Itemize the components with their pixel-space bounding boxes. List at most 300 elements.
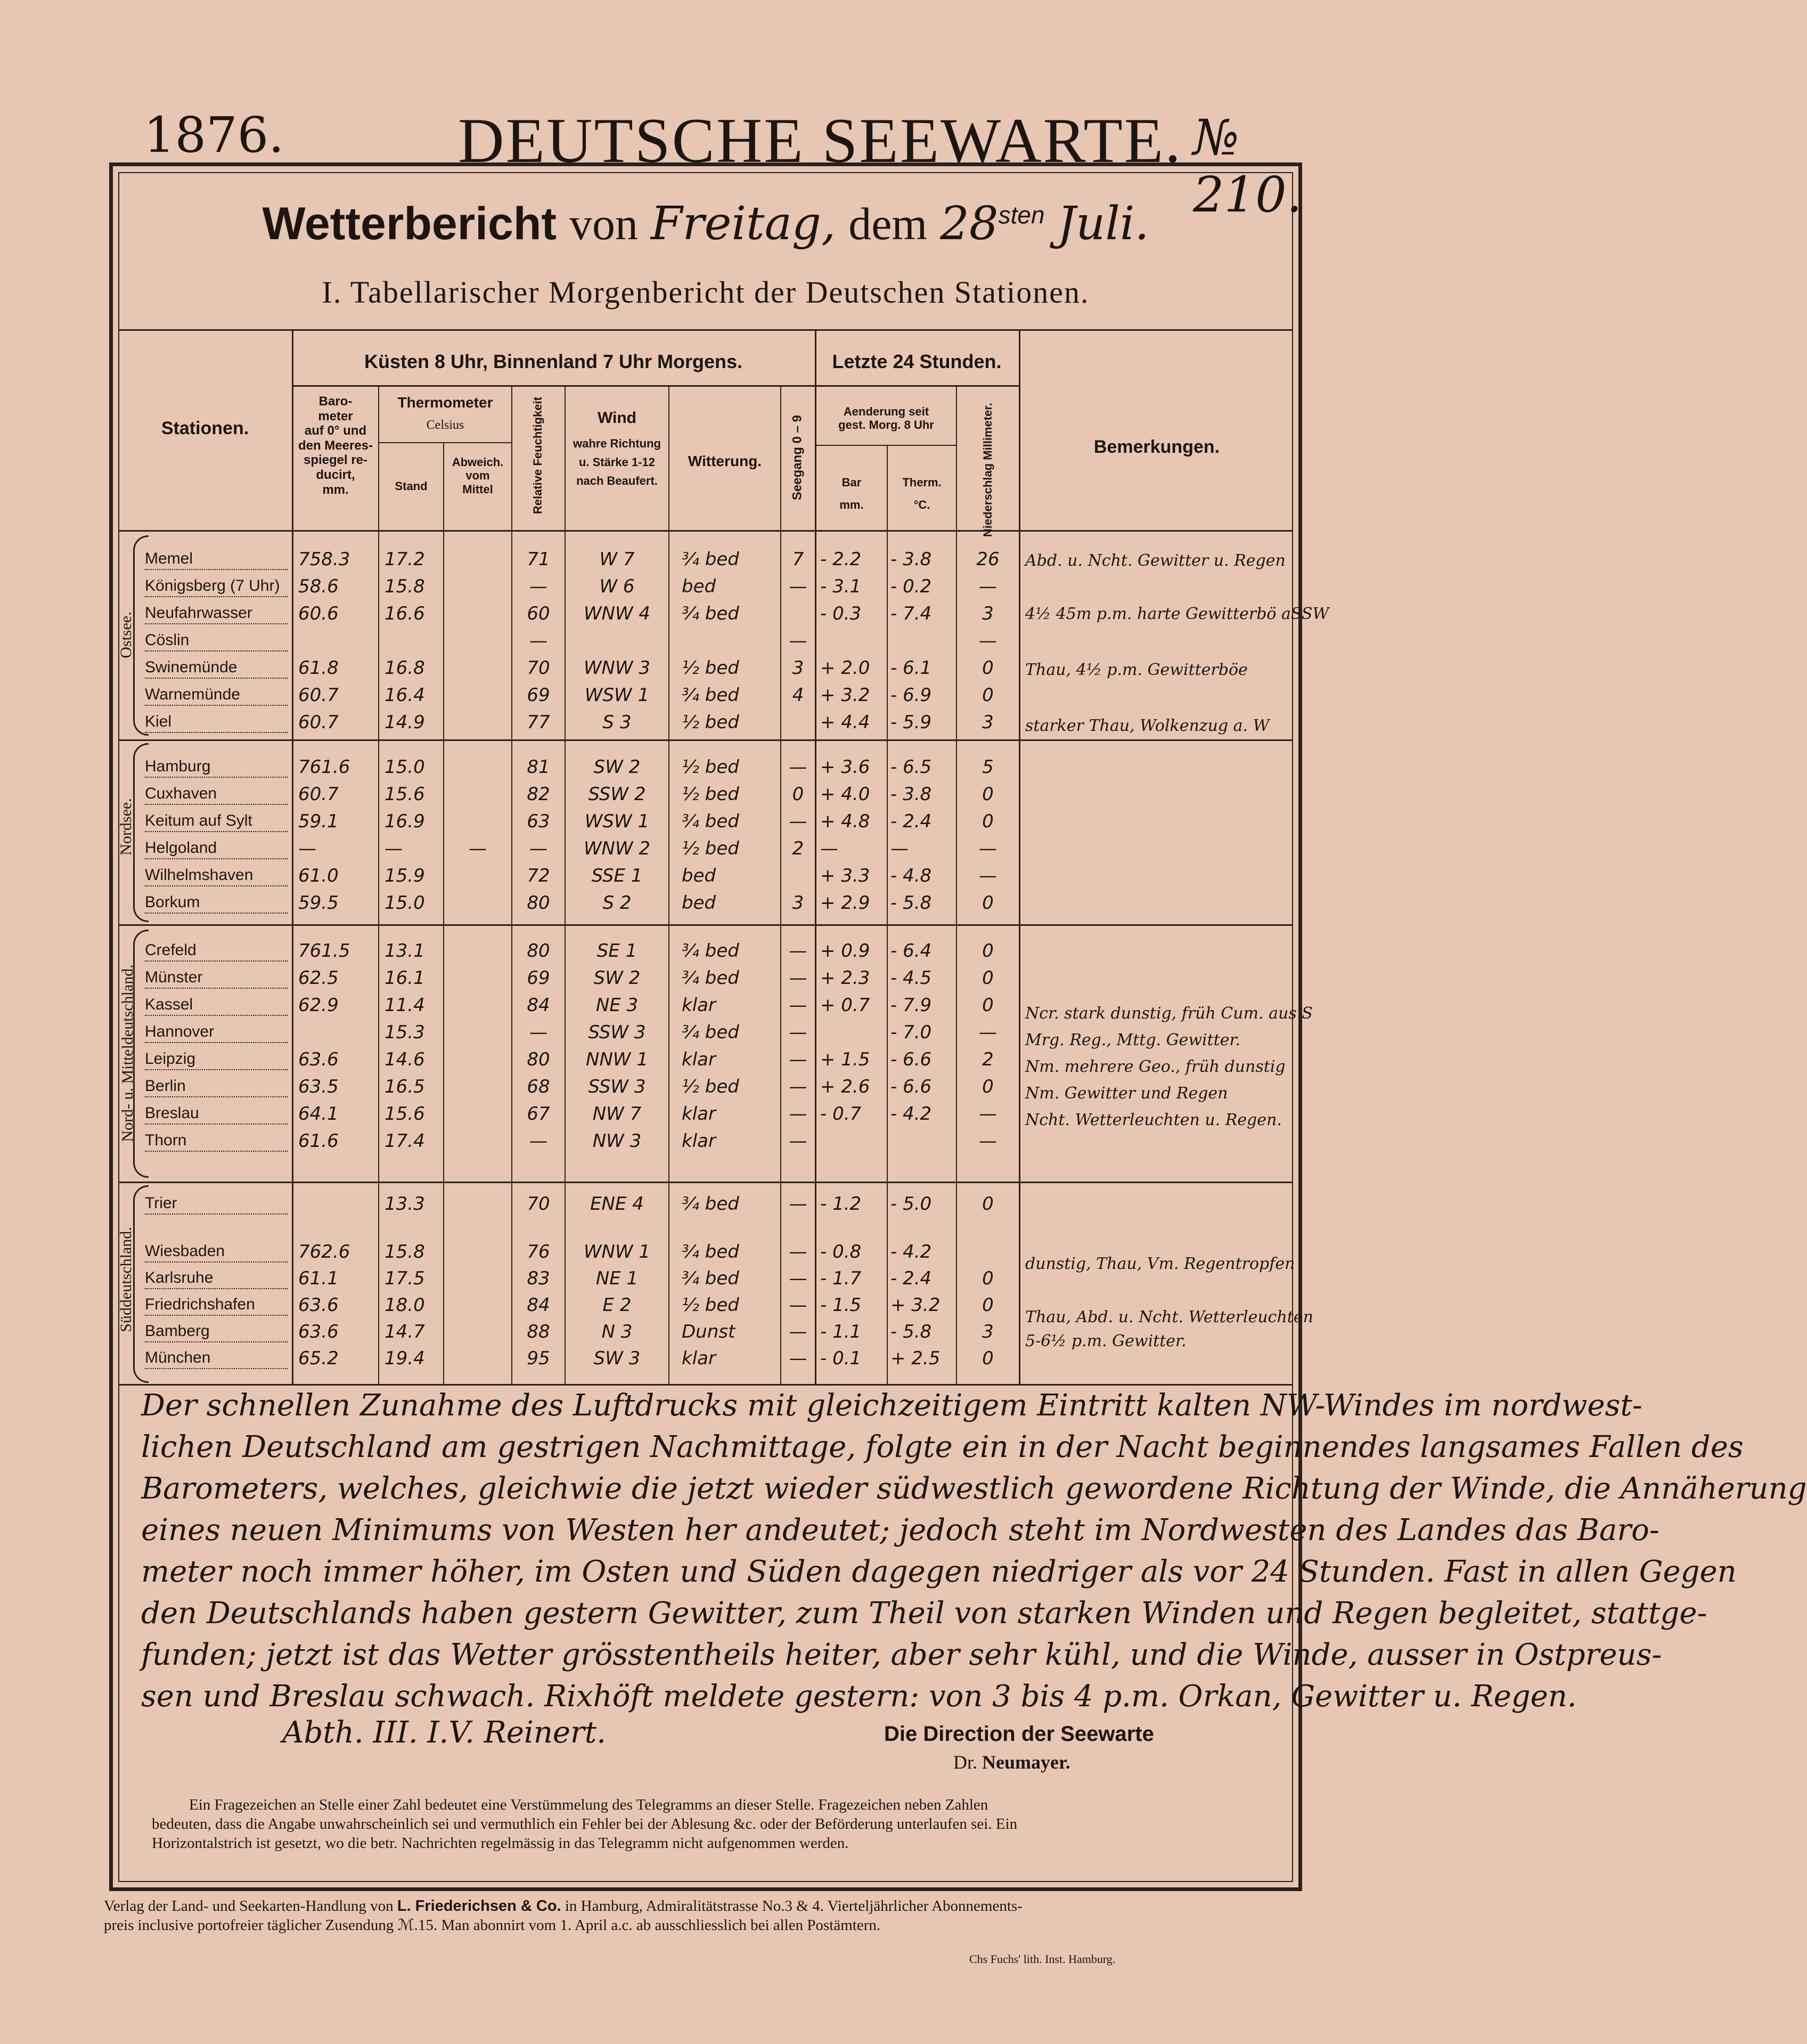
cell-baro: 60.6 bbox=[298, 603, 339, 624]
cell-see: 3 bbox=[792, 657, 804, 679]
cell-nied: 3 bbox=[982, 1321, 994, 1342]
header-thermometer: Thermometer bbox=[397, 394, 493, 411]
cell-witt: ¾ bed bbox=[682, 1193, 739, 1215]
cell-dbar: + 3.2 bbox=[820, 685, 870, 706]
cell-witt: bed bbox=[682, 576, 716, 597]
cell-witt: ½ bed bbox=[682, 657, 739, 679]
cell-feucht: — bbox=[529, 576, 547, 597]
station-name: Helgoland bbox=[145, 839, 217, 857]
cell-wind: WNW 2 bbox=[583, 838, 651, 859]
cell-feucht: 72 bbox=[527, 865, 550, 886]
station-name: Trier bbox=[145, 1194, 177, 1212]
cell-nied: 0 bbox=[982, 995, 994, 1016]
station-leader-dots bbox=[145, 1015, 288, 1016]
cell-witt: ¾ bed bbox=[682, 603, 739, 624]
cell-wind: NW 7 bbox=[592, 1103, 642, 1125]
cell-wind: WSW 1 bbox=[584, 811, 650, 832]
cell-witt: Dunst bbox=[682, 1321, 735, 1342]
cell-see: — bbox=[789, 576, 807, 597]
cell-wind: NW 3 bbox=[592, 1130, 642, 1152]
cell-feucht: 60 bbox=[527, 603, 550, 624]
page-year: 1876. bbox=[144, 107, 284, 164]
cell-witt: ¾ bed bbox=[682, 940, 739, 962]
cell-dtherm: - 0.2 bbox=[890, 576, 932, 597]
director-surname: Neumayer. bbox=[982, 1752, 1070, 1773]
station-leader-dots bbox=[145, 1341, 288, 1342]
director-name bbox=[953, 1751, 1070, 1773]
cell-dtherm: - 6.6 bbox=[890, 1076, 932, 1097]
cell-witt: ½ bed bbox=[682, 1294, 739, 1316]
cell-witt: ¾ bed bbox=[682, 1268, 739, 1289]
cell-wind: SSW 2 bbox=[588, 784, 646, 805]
cell-nied: 0 bbox=[982, 784, 994, 805]
station-leader-dots bbox=[145, 1096, 288, 1097]
cell-dtherm: - 3.8 bbox=[890, 549, 932, 570]
station-name: Wiesbaden bbox=[145, 1242, 225, 1260]
report-subtitle: I. Tabellarischer Morgenbericht der Deutschen Stationen. bbox=[322, 275, 1090, 310]
cell-see: — bbox=[789, 1348, 807, 1369]
cell-feucht: 69 bbox=[527, 685, 550, 706]
header-wind-sub: wahre Richtung u. Stärke 1-12 nach Beaufert. bbox=[573, 437, 661, 488]
cell-dbar: - 0.3 bbox=[820, 603, 862, 624]
report-von: von bbox=[569, 198, 638, 249]
cell-see: — bbox=[789, 1193, 807, 1215]
cell-baro: 61.1 bbox=[298, 1268, 339, 1289]
cell-nied: — bbox=[979, 838, 997, 859]
region-label-ostsee: Ostsee. bbox=[117, 612, 135, 658]
cell-see: — bbox=[789, 940, 807, 962]
station-leader-dots bbox=[145, 1261, 288, 1263]
cell-baro: 758.3 bbox=[298, 549, 350, 570]
station-name: Hamburg bbox=[145, 758, 211, 775]
cell-wind: E 2 bbox=[602, 1294, 632, 1316]
cell-stand: 15.3 bbox=[385, 1022, 425, 1043]
remark: Nm. Gewitter und Regen bbox=[1025, 1084, 1228, 1103]
cell-stand: 15.8 bbox=[385, 576, 425, 597]
station-leader-dots bbox=[145, 1069, 288, 1070]
remark: dunstig, Thau, Vm. Regentropfen bbox=[1025, 1255, 1295, 1273]
station-name: Crefeld bbox=[145, 941, 197, 959]
header-stationen: Stationen. bbox=[161, 418, 249, 438]
publisher-line-1a: Verlag der Land- und Seekarten-Handlung von bbox=[104, 1898, 394, 1915]
cell-dbar: - 1.2 bbox=[820, 1193, 862, 1215]
cell-nied: 0 bbox=[982, 811, 994, 832]
cell-wind: WNW 4 bbox=[583, 603, 651, 624]
report-month: Juli. bbox=[1057, 197, 1149, 250]
cell-witt: ¾ bed bbox=[682, 811, 739, 832]
cell-witt: ¾ bed bbox=[682, 685, 739, 706]
cell-dbar: - 1.7 bbox=[820, 1268, 862, 1289]
cell-see: — bbox=[789, 756, 807, 778]
cell-feucht: 77 bbox=[527, 712, 550, 733]
station-leader-dots bbox=[145, 960, 288, 962]
cell-abw: — bbox=[469, 838, 487, 859]
remark: Mrg. Reg., Mttg. Gewitter. bbox=[1025, 1031, 1241, 1049]
cell-stand: 16.4 bbox=[385, 685, 425, 706]
cell-feucht: — bbox=[529, 630, 547, 652]
remark: 5-6½ p.m. Gewitter. bbox=[1025, 1332, 1187, 1350]
station-name: Kiel bbox=[145, 713, 172, 730]
cell-nied: 0 bbox=[982, 1348, 994, 1369]
cell-wind: SW 2 bbox=[593, 756, 641, 778]
region-rule-3 bbox=[118, 1182, 1293, 1183]
cell-stand: 15.9 bbox=[385, 865, 425, 886]
col-rule-bar bbox=[887, 445, 888, 1384]
cell-dbar: - 0.1 bbox=[820, 1348, 862, 1369]
remark: Ncr. stark dunstig, früh Cum. aus S bbox=[1025, 1004, 1313, 1023]
cell-dbar: + 4.0 bbox=[820, 784, 870, 805]
cell-dtherm: + 2.5 bbox=[890, 1348, 941, 1369]
station-name: Kassel bbox=[145, 996, 193, 1013]
summary-line: Barometers, welches, gleichwie die jetzt wieder südwestlich gewordene Richtung der Winde, die Annäherung bbox=[141, 1471, 1807, 1506]
header-last24-group: Letzte 24 Stunden. bbox=[832, 351, 1002, 372]
cell-dbar: + 2.0 bbox=[820, 657, 870, 679]
report-dem: dem bbox=[848, 198, 928, 249]
cell-feucht: 80 bbox=[527, 940, 550, 962]
publisher-name: L. Friederichsen & Co. bbox=[397, 1898, 561, 1915]
page-number: № 210. bbox=[1193, 109, 1302, 223]
cell-witt: klar bbox=[682, 1103, 716, 1125]
station-leader-dots bbox=[145, 650, 288, 652]
cell-nied: — bbox=[979, 576, 997, 597]
cell-see: — bbox=[789, 811, 807, 832]
summary-line: meter noch immer höher, im Osten und Süden dagegen niedriger als vor 24 Stunden. Fast in allen Gegen bbox=[141, 1554, 1737, 1589]
station-leader-dots bbox=[145, 732, 288, 733]
cell-feucht: 68 bbox=[527, 1076, 550, 1097]
cell-dbar: - 1.5 bbox=[820, 1294, 862, 1316]
publisher-line-1c: in Hamburg, Admiralitätstrasse No.3 & 4. Vierteljährlicher Abonnements- bbox=[565, 1898, 1023, 1915]
cell-baro: 60.7 bbox=[298, 685, 339, 706]
cell-dbar: + 4.4 bbox=[820, 712, 870, 733]
cell-nied: 3 bbox=[982, 712, 994, 733]
station-leader-dots bbox=[145, 596, 288, 597]
cell-baro: 62.9 bbox=[298, 995, 339, 1016]
cell-feucht: 71 bbox=[527, 549, 550, 570]
station-name: Keitum auf Sylt bbox=[145, 812, 252, 829]
cell-baro: 60.7 bbox=[298, 712, 339, 733]
header-bar: Bar mm. bbox=[839, 476, 864, 511]
cell-dtherm: - 3.8 bbox=[890, 784, 932, 805]
summary-line: funden; jetzt ist das Wetter grösstentheils heiter, aber sehr kühl, und die Winde, ausser in Ostpreus- bbox=[141, 1638, 1662, 1672]
cell-baro: 762.6 bbox=[298, 1241, 350, 1263]
station-leader-dots bbox=[145, 913, 288, 914]
cell-nied: 0 bbox=[982, 892, 994, 914]
weather-summary bbox=[141, 1385, 1807, 1717]
station-name: Friedrichshafen bbox=[145, 1296, 255, 1313]
cell-wind: S 3 bbox=[602, 712, 632, 733]
station-name: Warnemünde bbox=[145, 686, 240, 703]
remark: Ncht. Wetterleuchten u. Regen. bbox=[1025, 1111, 1282, 1129]
cell-stand: 16.1 bbox=[385, 967, 425, 989]
col-rule-wind bbox=[668, 385, 669, 1384]
cell-dtherm: - 5.8 bbox=[890, 892, 932, 914]
station-leader-dots bbox=[145, 988, 288, 989]
cell-feucht: 82 bbox=[527, 784, 550, 805]
cell-wind: N 3 bbox=[601, 1321, 633, 1342]
cell-witt: ¾ bed bbox=[682, 1022, 739, 1043]
cell-stand: 14.6 bbox=[385, 1049, 425, 1070]
cell-wind: WNW 3 bbox=[583, 657, 651, 679]
station-leader-dots bbox=[145, 1123, 288, 1125]
cell-dbar: + 2.3 bbox=[820, 967, 870, 989]
cell-feucht: 84 bbox=[527, 995, 550, 1016]
cell-baro: 63.6 bbox=[298, 1321, 339, 1342]
remark: starker Thau, Wolkenzug a. W bbox=[1025, 716, 1270, 735]
thermo-rule bbox=[378, 442, 511, 443]
station-name: Wilhelmshaven bbox=[145, 866, 254, 884]
station-leader-dots bbox=[145, 705, 288, 706]
cell-stand: 13.3 bbox=[385, 1193, 425, 1215]
cell-see: — bbox=[789, 1049, 807, 1070]
cell-nied: — bbox=[979, 630, 997, 652]
station-name: Hannover bbox=[145, 1023, 215, 1040]
cell-dbar: + 1.5 bbox=[820, 1049, 870, 1070]
footnote-line: Horizontalstrich ist gesetzt, wo die betr. Nachrichten regelmässig in das Telegramm nicht aufgenommen werden. bbox=[152, 1835, 849, 1852]
cell-witt: ½ bed bbox=[682, 1076, 739, 1097]
summary-line: Der schnellen Zunahme des Luftdrucks mit gleichzeitigem Eintritt kalten NW-Windes im nordwest- bbox=[141, 1388, 1642, 1423]
report-day: 28 bbox=[940, 197, 999, 250]
header-baro: Baro- meter auf 0° und den Meeres- spiegel re- ducirt, mm. bbox=[298, 394, 373, 497]
cell-see: 4 bbox=[792, 685, 804, 706]
station-leader-dots bbox=[145, 885, 288, 886]
cell-stand: 15.8 bbox=[385, 1241, 425, 1263]
cell-dbar: - 0.8 bbox=[820, 1241, 862, 1263]
cell-witt: ½ bed bbox=[682, 784, 739, 805]
cell-feucht: 81 bbox=[527, 756, 550, 778]
header-bottom-rule bbox=[118, 530, 1293, 532]
cell-wind: WSW 1 bbox=[584, 685, 650, 706]
cell-dtherm: - 6.5 bbox=[890, 756, 932, 778]
cell-stand: 16.6 bbox=[385, 603, 425, 624]
cell-see: — bbox=[789, 1241, 807, 1263]
cell-baro: 64.1 bbox=[298, 1103, 339, 1125]
cell-feucht: 63 bbox=[527, 811, 550, 832]
header-bemerkungen: Bemerkungen. bbox=[1093, 437, 1220, 457]
station-name: Münster bbox=[145, 968, 203, 986]
cell-feucht: — bbox=[529, 838, 547, 859]
cell-witt: ¾ bed bbox=[682, 549, 739, 570]
cell-nied: — bbox=[979, 1103, 997, 1125]
cell-see: 3 bbox=[792, 892, 804, 914]
cell-feucht: 80 bbox=[527, 892, 550, 914]
cell-feucht: — bbox=[529, 1130, 547, 1152]
cell-stand: 11.4 bbox=[385, 995, 425, 1016]
cell-dbar: + 0.9 bbox=[820, 940, 870, 962]
handwritten-signature: Abth. III. I.V. Reinert. bbox=[282, 1715, 607, 1750]
header-abweich: Abweich. vom Mittel bbox=[452, 455, 504, 496]
cell-baro: 59.1 bbox=[298, 811, 339, 832]
report-day-sup: sten bbox=[998, 201, 1045, 229]
col-rule-witt bbox=[780, 385, 781, 1384]
cell-witt: klar bbox=[682, 995, 716, 1016]
cell-stand: 14.7 bbox=[385, 1321, 425, 1342]
cell-baro: 65.2 bbox=[298, 1348, 339, 1369]
cell-dtherm: - 5.8 bbox=[890, 1321, 932, 1342]
cell-dbar: + 3.3 bbox=[820, 865, 870, 886]
cell-dbar: + 3.6 bbox=[820, 756, 870, 778]
region-label-sued: Süddeutschland. bbox=[117, 1227, 135, 1332]
station-leader-dots bbox=[145, 1151, 288, 1152]
cell-wind: SW 2 bbox=[593, 967, 641, 989]
station-name: Breslau bbox=[145, 1104, 199, 1122]
cell-wind: NNW 1 bbox=[586, 1049, 648, 1070]
cell-dbar: - 1.1 bbox=[820, 1321, 862, 1342]
cell-see: 2 bbox=[792, 838, 804, 859]
cell-witt: klar bbox=[682, 1130, 716, 1152]
station-leader-dots bbox=[145, 804, 288, 805]
station-name: München bbox=[145, 1349, 211, 1366]
cell-wind: S 2 bbox=[602, 892, 632, 914]
cell-see: — bbox=[789, 995, 807, 1016]
cell-nied: — bbox=[979, 1130, 997, 1152]
cell-see: 7 bbox=[792, 549, 804, 570]
cell-wind: SSE 1 bbox=[591, 865, 643, 886]
aenderung-rule bbox=[816, 445, 956, 446]
header-niederschlag: Niederschlag Millimeter. bbox=[981, 403, 994, 537]
summary-line: eines neuen Minimums von Westen her andeutet; jedoch steht im Nordwesten des Landes das Baro- bbox=[141, 1513, 1659, 1548]
station-name: Berlin bbox=[145, 1077, 186, 1095]
publisher-line-1 bbox=[104, 1896, 1023, 1916]
cell-dtherm: - 6.6 bbox=[890, 1049, 932, 1070]
cell-baro: — bbox=[298, 838, 316, 859]
cell-dbar: - 3.1 bbox=[820, 576, 862, 597]
summary-line: sen und Breslau schwach. Rixhöft meldete gestern: von 3 bis 4 p.m. Orkan, Gewitter u. Regen. bbox=[141, 1679, 1577, 1714]
region-label-mittel: Nord- u. Mitteldeutschland. bbox=[119, 964, 136, 1142]
cell-feucht: 70 bbox=[527, 657, 550, 679]
cell-baro: 63.6 bbox=[298, 1294, 339, 1316]
region-rule-1 bbox=[118, 739, 1293, 741]
cell-dtherm: - 4.2 bbox=[890, 1241, 932, 1263]
cell-see: — bbox=[789, 1130, 807, 1152]
cell-feucht: 69 bbox=[527, 967, 550, 989]
cell-dtherm: - 7.9 bbox=[890, 995, 932, 1016]
cell-wind: NE 3 bbox=[595, 995, 639, 1016]
remark: Abd. u. Ncht. Gewitter u. Regen bbox=[1025, 551, 1286, 570]
cell-dtherm: - 4.8 bbox=[890, 865, 932, 886]
cell-wind: WNW 1 bbox=[583, 1241, 651, 1263]
cell-dtherm: - 6.1 bbox=[890, 657, 932, 679]
cell-nied: 0 bbox=[982, 940, 994, 962]
cell-wind: SE 1 bbox=[596, 940, 637, 962]
cell-stand: — bbox=[385, 838, 403, 859]
cell-dbar: — bbox=[820, 838, 838, 859]
footnote-line: Ein Fragezeichen an Stelle einer Zahl bedeutet eine Verstümmelung des Telegramms an dieser Stelle. Fragezeichen neben Zahlen bbox=[189, 1796, 988, 1813]
cell-baro: 60.7 bbox=[298, 784, 339, 805]
header-morning-group: Küsten 8 Uhr, Binnenland 7 Uhr Morgens. bbox=[364, 351, 743, 372]
cell-nied: 0 bbox=[982, 1193, 994, 1215]
cell-feucht: 84 bbox=[527, 1294, 550, 1316]
cell-baro: 761.5 bbox=[298, 940, 350, 962]
cell-baro: 61.8 bbox=[298, 657, 339, 679]
cell-witt: klar bbox=[682, 1049, 716, 1070]
station-leader-dots bbox=[145, 1042, 288, 1043]
cell-wind: SSW 3 bbox=[588, 1076, 646, 1097]
report-label: Wetterbericht bbox=[262, 198, 557, 249]
cell-dtherm: — bbox=[890, 838, 909, 859]
report-title bbox=[118, 197, 1293, 250]
cell-nied: 0 bbox=[982, 1268, 994, 1289]
cell-nied: 5 bbox=[982, 756, 994, 778]
cell-stand: 17.2 bbox=[385, 549, 425, 570]
cell-wind: ENE 4 bbox=[590, 1193, 644, 1215]
cell-witt: ½ bed bbox=[682, 756, 739, 778]
header-therm: Therm. °C. bbox=[902, 476, 942, 511]
header-seegang: Seegang 0 – 9 bbox=[790, 414, 805, 501]
col-rule-nied bbox=[1019, 329, 1020, 1384]
header-stand: Stand bbox=[395, 479, 428, 493]
cell-dbar: + 2.9 bbox=[820, 892, 870, 914]
cell-dtherm: - 6.9 bbox=[890, 685, 932, 706]
cell-nied: 0 bbox=[982, 1076, 994, 1097]
cell-stand: 15.6 bbox=[385, 1103, 425, 1125]
cell-stand: 17.4 bbox=[385, 1130, 425, 1152]
cell-baro: 62.5 bbox=[298, 967, 339, 989]
station-leader-dots bbox=[145, 623, 288, 624]
cell-dtherm: - 2.4 bbox=[890, 811, 932, 832]
cell-witt: bed bbox=[682, 892, 716, 914]
cell-dtherm: - 7.0 bbox=[890, 1022, 932, 1043]
cell-see: — bbox=[789, 1294, 807, 1316]
cell-wind: SW 3 bbox=[593, 1348, 641, 1369]
header-witterung: Witterung. bbox=[688, 453, 762, 469]
cell-dtherm: - 4.2 bbox=[890, 1103, 932, 1125]
header-aenderung: Aenderung seit gest. Morg. 8 Uhr bbox=[838, 405, 934, 432]
cell-stand: 13.1 bbox=[385, 940, 425, 962]
cell-baro: 63.6 bbox=[298, 1049, 339, 1070]
page-masthead: DEUTSCHE SEEWARTE. bbox=[458, 105, 1183, 176]
cell-nied: 2 bbox=[982, 1049, 994, 1070]
station-name: Leipzig bbox=[145, 1050, 196, 1068]
direction-line: Die Direction der Seewarte bbox=[884, 1722, 1154, 1746]
summary-line: den Deutschlands haben gestern Gewitter, zum Theil von starken Winden und Regen begleitet, stattge- bbox=[141, 1596, 1707, 1631]
cell-dtherm: - 7.4 bbox=[890, 603, 932, 624]
cell-wind: W 6 bbox=[599, 576, 635, 597]
remark: Thau, Abd. u. Ncht. Wetterleuchten bbox=[1025, 1308, 1313, 1326]
cell-baro: 61.0 bbox=[298, 865, 339, 886]
cell-feucht: 70 bbox=[527, 1193, 550, 1215]
cell-nied: 0 bbox=[982, 967, 994, 989]
cell-nied: — bbox=[979, 865, 997, 886]
cell-see: — bbox=[789, 1103, 807, 1125]
cell-see: — bbox=[789, 1022, 807, 1043]
cell-dbar: - 0.7 bbox=[820, 1103, 862, 1125]
table-top-rule bbox=[118, 329, 1293, 331]
cell-see: — bbox=[789, 1076, 807, 1097]
col-rule-stand bbox=[443, 442, 444, 1384]
footnote bbox=[152, 1795, 1017, 1853]
cell-stand: 16.5 bbox=[385, 1076, 425, 1097]
cell-witt: ¾ bed bbox=[682, 967, 739, 989]
cell-dtherm: - 5.0 bbox=[890, 1193, 932, 1215]
cell-baro: 61.6 bbox=[298, 1130, 339, 1152]
station-name: Neufahrwasser bbox=[145, 604, 252, 622]
cell-nied: 3 bbox=[982, 603, 994, 624]
cell-baro: 59.5 bbox=[298, 892, 339, 914]
cell-see: — bbox=[789, 1321, 807, 1342]
cell-feucht: — bbox=[529, 1022, 547, 1043]
station-name: Borkum bbox=[145, 893, 200, 911]
station-name: Thorn bbox=[145, 1131, 187, 1149]
cell-baro: 58.6 bbox=[298, 576, 339, 597]
header-wind: Wind bbox=[597, 409, 637, 427]
cell-feucht: 83 bbox=[527, 1268, 550, 1289]
cell-feucht: 67 bbox=[527, 1103, 550, 1125]
header-celsius: Celsius bbox=[426, 418, 464, 432]
station-leader-dots bbox=[145, 569, 288, 570]
cell-baro: 761.6 bbox=[298, 756, 350, 778]
station-leader-dots bbox=[145, 678, 288, 679]
cell-witt: ¾ bed bbox=[682, 1241, 739, 1263]
